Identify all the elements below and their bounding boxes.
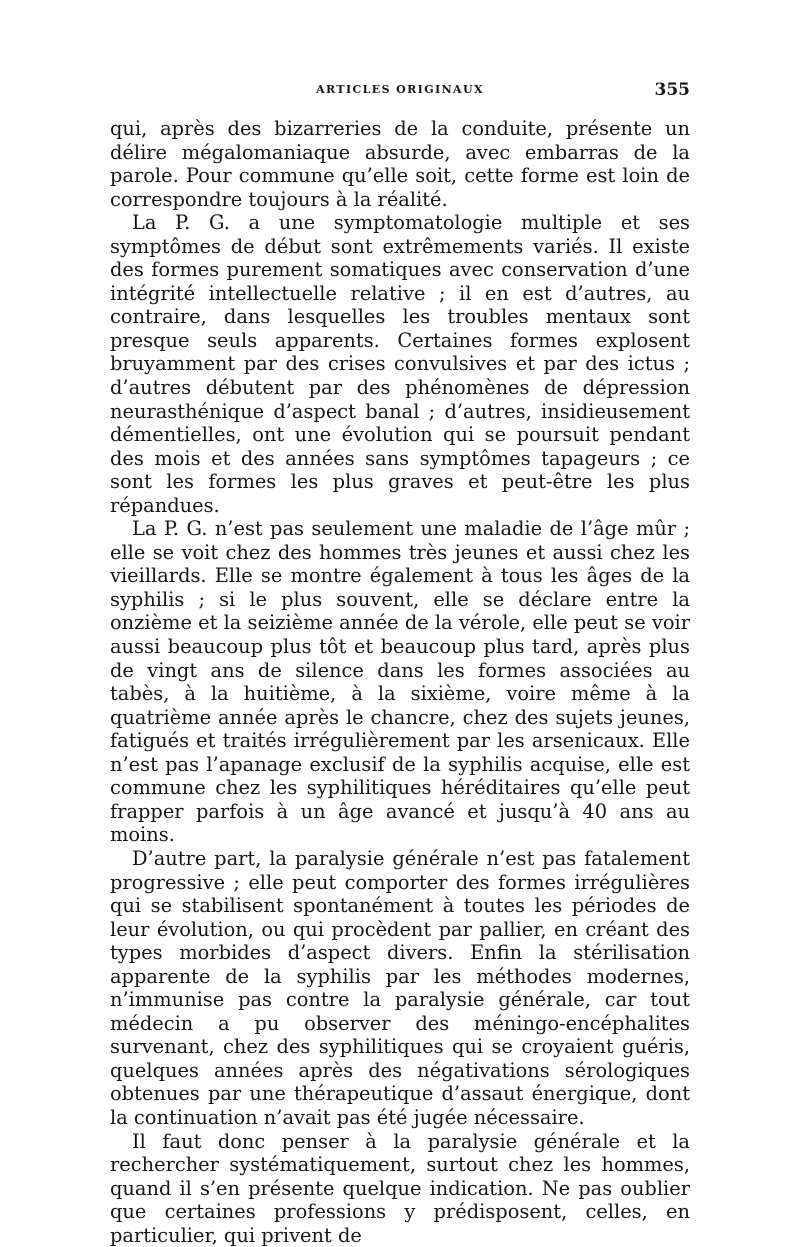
- running-title: ARTICLES ORIGINAUX: [316, 83, 484, 96]
- paragraph-symptomatology: La P. G. a une symptomatologie multiple et ses symptômes de début sont extrêmements variés. Il existe des formes purement somatiques avec conservation d’une intégrité intellectuelle relative ; il en est d’autres, au contraire, dans lesquelles les troubles mentaux sont presque seuls apparents. Certaines formes explosent bruyamment par des crises convulsives et par des ictus ; d’autres débutent par des phénomènes de dépression neurasthénique d’aspect banal ; d’autres, insidieusement démentielles, ont une évolution qui se poursuit pendant des mois et des années sans symptômes tapageurs ; ce sont les formes les plus graves et peut-être les plus répandues.: [110, 211, 690, 517]
- text-body: [110, 117, 690, 1247]
- paragraph-progression: D’autre part, la paralysie générale n’est pas fatalement progressive ; elle peut comporter des formes irrégulières qui se stabilisent spontanément à toutes les périodes de leur évolution, ou qui procèdent par pallier, en créant des types morbides d’aspect divers. Enfin la stérilisation apparente de la syphilis par les méthodes modernes, n’immunise pas contre la paralysie générale, car tout médecin a pu observer des méningo-encéphalites survenant, chez des syphilitiques qui se croyaient guéris, quelques années après des négativations sérologiques obtenues par une thérapeutique d’assaut énergique, dont la continuation n’avait pas été jugée nécessaire.: [110, 846, 690, 1129]
- paragraph-diagnosis: Il faut donc penser à la paralysie générale et la rechercher systématiquement, surtout chez les hommes, quand il s’en présente quelque indication. Ne pas oublier que certaines professions y prédisposent, celles, en particulier, qui privent de: [110, 1129, 690, 1247]
- paragraph-age: La P. G. n’est pas seulement une maladie de l’âge mûr ; elle se voit chez des hommes très jeunes et aussi chez les vieillards. Elle se montre également à tous les âges de la syphilis ; si le plus souvent, elle se déclare entre la onzième et la seizième année de la vérole, elle peut se voir aussi beaucoup plus tôt et beaucoup plus tard, après plus de vingt ans de silence dans les formes associées au tabès, à la huitième, à la sixième, voire même à la quatrième année après le chancre, chez des sujets jeunes, fatigués et traités irrégulièrement par les arsenicaux. Elle n’est pas l’apanage exclusif de la syphilis acquise, elle est commune chez les syphilitiques héréditaires qu’elle peut frapper parfois à un âge avancé et jusqu’à 40 ans au moins.: [110, 517, 690, 847]
- paragraph-continued: qui, après des bizarreries de la conduite, présente un délire mégalomaniaque absurde, avec embarras de la parole. Pour commune qu’elle soit, cette forme est loin de correspondre toujours à la réalité.: [110, 117, 690, 211]
- running-head: [110, 80, 690, 102]
- page-number: 355: [654, 80, 690, 100]
